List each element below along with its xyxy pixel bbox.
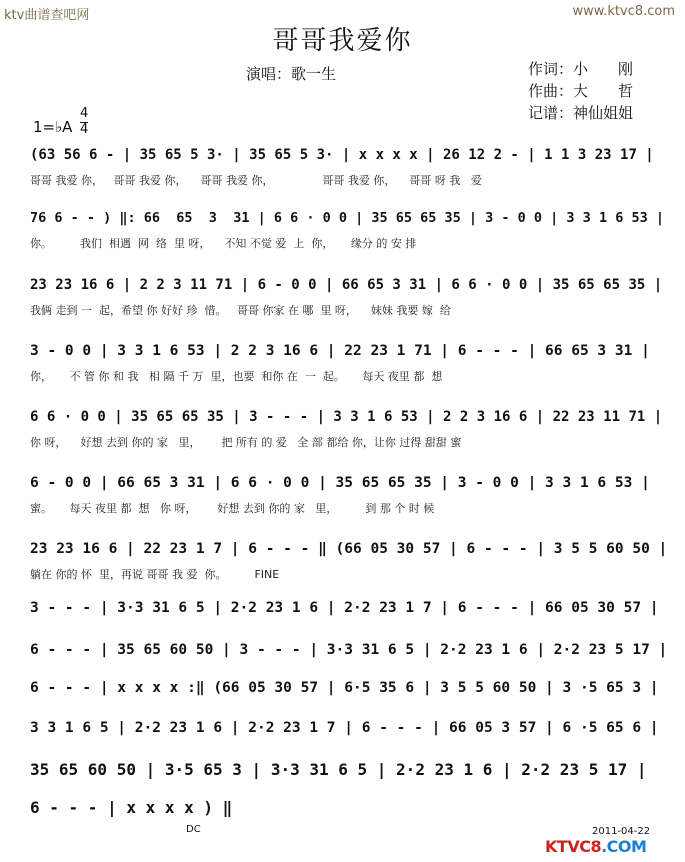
lyrics: 躺在 你的 怀 里，再说 哥哥 我 爱 你。 FINE xyxy=(30,568,280,581)
notation: (63 56 6 - | 35 65 5 3· | 35 65 5 3· | x x x x | 26 12 2 - | 1 1 3 23 17 | xyxy=(30,147,654,163)
lyrics: 你， 不 管 你 和 我 相 隔 千 万 里，也要 和你 在 一 起。 每天 夜里 都 想 xyxy=(30,370,443,383)
time-signature-bottom: 4 xyxy=(80,122,89,137)
transcription-date: 2011-04-22 xyxy=(592,826,651,837)
notation: 6 - - - | x x x x :‖ (66 05 30 57 | 6·5 35 6 | 3 5 5 60 50 | 3 ·5 65 3 | xyxy=(30,680,659,696)
song-title: 哥哥我爱你 xyxy=(272,26,413,56)
lyrics: 哥哥 我爱 你， 哥哥 我爱 你， 哥哥 我爱 你， 哥哥 我爱 你， 哥哥 呀 我 爱 xyxy=(30,174,482,187)
composer-credit: 作曲：大 哲 xyxy=(528,82,634,100)
notation: 3 - - - | 3·3 31 6 5 | 2·2 23 1 6 | 2·2 23 1 7 | 6 - - - | 66 05 30 57 | xyxy=(30,600,659,616)
logo-suffix: .COM xyxy=(601,837,647,856)
notation: 3 3 1 6 5 | 2·2 23 1 6 | 2·2 23 1 7 | 6 - - - | 66 05 3 57 | 6 ·5 65 6 | xyxy=(30,720,659,736)
notation: 76 6 - - ) ‖: 66 65 3 31 | 6 6 · 0 0 | 35 65 65 35 | 3 - 0 0 | 3 3 1 6 53 | xyxy=(30,210,664,226)
lyricist-credit: 作词：小 刚 xyxy=(528,60,634,78)
dc-marker: DC xyxy=(186,824,201,835)
watermark-right: www.ktvc8.com xyxy=(572,4,675,19)
lyrics: 你。 我们 相遇 网 络 里 呀， 不知 不觉 爱 上 你， 缘分 的 安 排 xyxy=(30,237,417,250)
notation: 6 - - - | x x x x ) ‖ xyxy=(30,798,233,817)
time-signature xyxy=(80,107,88,137)
notation: 6 - - - | 35 65 60 50 | 3 - - - | 3·3 31 6 5 | 2·2 23 1 6 | 2·2 23 5 17 | xyxy=(30,642,668,658)
singer-credit: 演唱：歌一生 xyxy=(246,65,337,83)
logo-main: KTVC8 xyxy=(545,837,602,856)
transcriber-credit: 记谱：神仙姐姐 xyxy=(528,104,634,122)
lyrics: 蜜。 每天 夜里 都 想 你 呀， 好想 去到 你的 家 里， 到 那 个 时 候 xyxy=(30,502,435,515)
lyrics: 我俩 走到 一 起，希望 你 好好 珍 惜。 哥哥 你家 在 哪 里 呀， 妹妹 我要 嫁 给 xyxy=(30,304,451,317)
notation: 6 - 0 0 | 66 65 3 31 | 6 6 · 0 0 | 35 65 65 35 | 3 - 0 0 | 3 3 1 6 53 | xyxy=(30,475,650,491)
key-signature: 1=♭A xyxy=(33,118,73,136)
time-signature-top: 4 xyxy=(80,106,89,121)
notation: 23 23 16 6 | 22 23 1 7 | 6 - - - ‖ (66 05 30 57 | 6 - - - | 3 5 5 60 50 | xyxy=(30,541,668,557)
watermark-left: ktv曲谱查吧网 xyxy=(4,8,90,23)
notation: 3 - 0 0 | 3 3 1 6 53 | 2 2 3 16 6 | 22 23 1 71 | 6 - - - | 66 65 3 31 | xyxy=(30,343,650,359)
notation: 23 23 16 6 | 2 2 3 11 71 | 6 - 0 0 | 66 65 3 31 | 6 6 · 0 0 | 35 65 65 35 | xyxy=(30,277,663,293)
notation: 6 6 · 0 0 | 35 65 65 35 | 3 - - - | 3 3 1 6 53 | 2 2 3 16 6 | 22 23 11 71 | xyxy=(30,409,663,425)
notation: 35 65 60 50 | 3·5 65 3 | 3·3 31 6 5 | 2·2 23 1 6 | 2·2 23 5 17 | xyxy=(30,760,647,779)
lyrics: 你 呀， 好想 去到 你的 家 里， 把 所有 的 爱 全 部 都给 你，让你 过得 甜甜 蜜 xyxy=(30,436,462,449)
site-logo xyxy=(545,837,646,856)
